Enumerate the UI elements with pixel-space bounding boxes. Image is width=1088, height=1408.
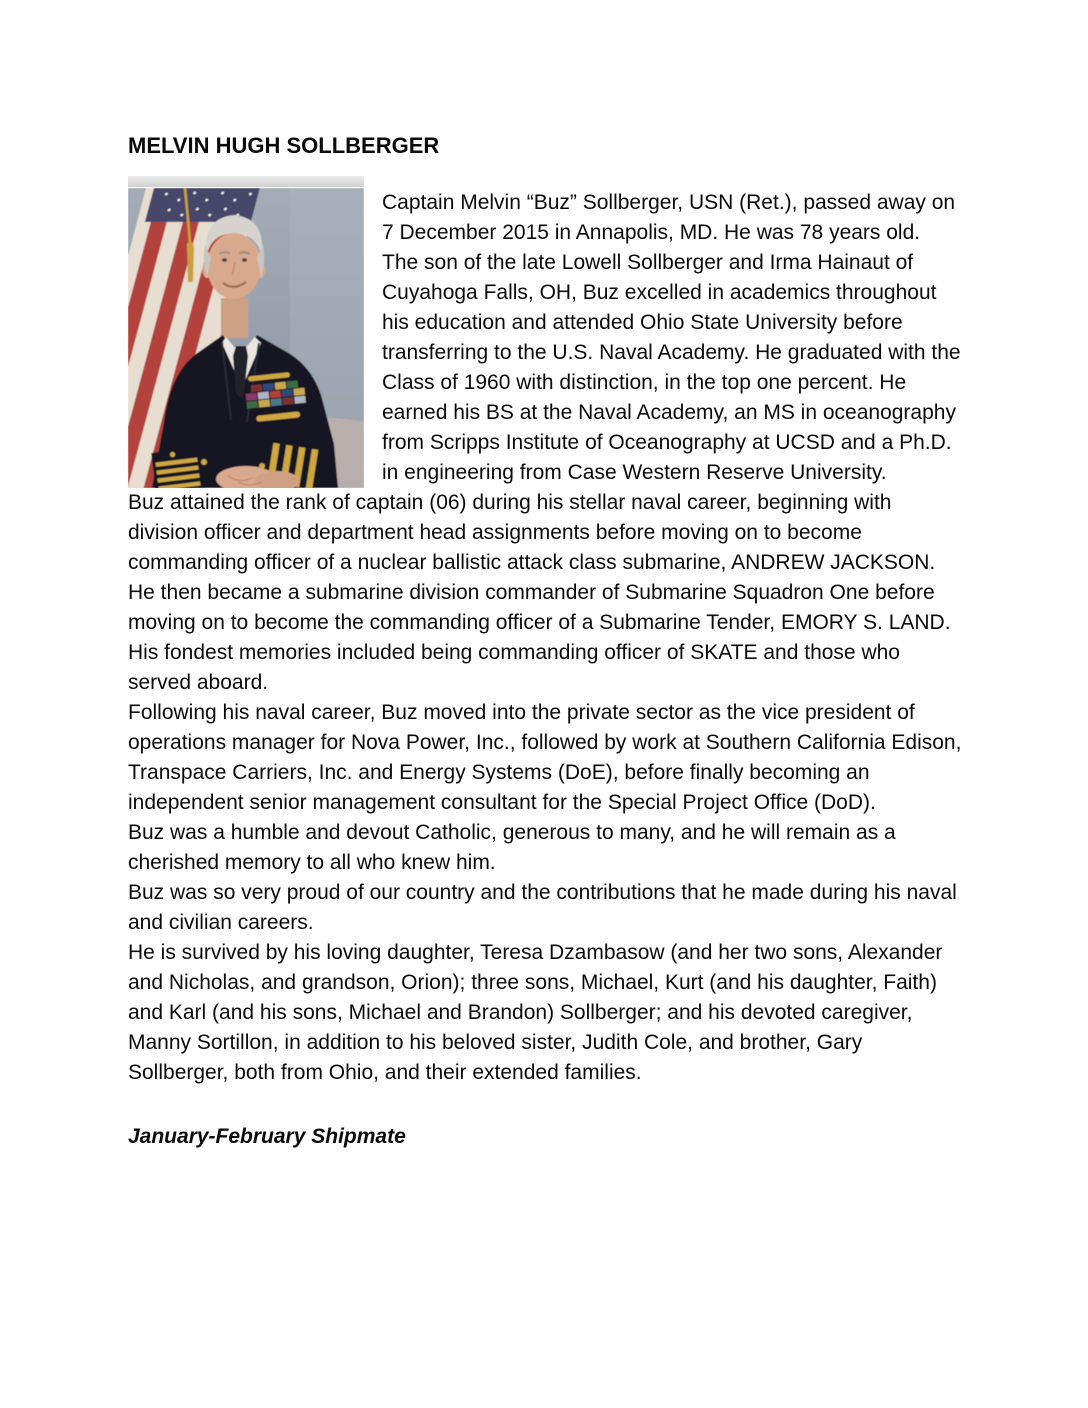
obituary-paragraph: Buz attained the rank of captain (06) during his stellar naval career, beginning with division officer and department head assignments before moving on to become commanding officer of a nuclear ballistic attack class submarine, ANDREW JACKSON. He then became a submarine division commander of Submarine Squadron One before moving on to become the commanding officer of a Submarine Tender, EMORY S. LAND. His fondest memories included being commanding officer of SKATE and those who served aboard. [128,491,951,694]
obituary-paragraph: Following his naval career, Buz moved into the private sector as the vice president of operations manager for Nova Power, Inc., followed by work at Southern California Edison, Transpace Carriers, Inc. and Energy Systems (DoE), before finally becoming an independent senior management consultant for the Special Project Office (DoD). [128,701,962,814]
obituary-paragraph: He is survived by his loving daughter, Teresa Dzambasow (and her two sons, Alexander and Nicholas, and grandson, Orion); three sons, Michael, Kurt (and his daughter, Faith) and Karl (and his sons, Michael and Brandon) Sollberger; and his devoted caregiver, Manny Sortillon, in addition to his beloved sister, Judith Cole, and brother, Gary Sollberger, both from Ohio, and their extended families. [128,941,943,1084]
obituary-body [128,188,962,1088]
obituary-paragraph: The son of the late Lowell Sollberger and Irma Hainaut of Cuyahoga Falls, OH, Buz excelled in academics throughout his education and attended Ohio State University before transferring to the U.S. Naval Academy. He graduated with the Class of 1960 with distinction, in the top one percent. He earned his BS at the Naval Academy, an MS in oceanography from Scripps Institute of Oceanography at UCSD and a Ph.D. in engineering from Case Western Reserve University. [382,251,961,484]
portrait-photo [128,188,364,488]
obituary-paragraph: Captain Melvin “Buz” Sollberger, USN (Ret.), passed away on 7 December 2015 in Annapolis, MD. He was 78 years old. [382,191,956,244]
left-cuff-stripes [151,447,204,488]
source-citation: January-February Shipmate [128,1125,406,1148]
portrait-photo-illustration [128,188,364,488]
obituary-paragraph: Buz was so very proud of our country and the contributions that he made during his naval and civilian careers. [128,881,957,934]
obituary-paragraph: Buz was a humble and devout Catholic, generous to many, and he will remain as a cherished memory to all who knew him. [128,821,896,874]
document-title: MELVIN HUGH SOLLBERGER [128,133,440,158]
